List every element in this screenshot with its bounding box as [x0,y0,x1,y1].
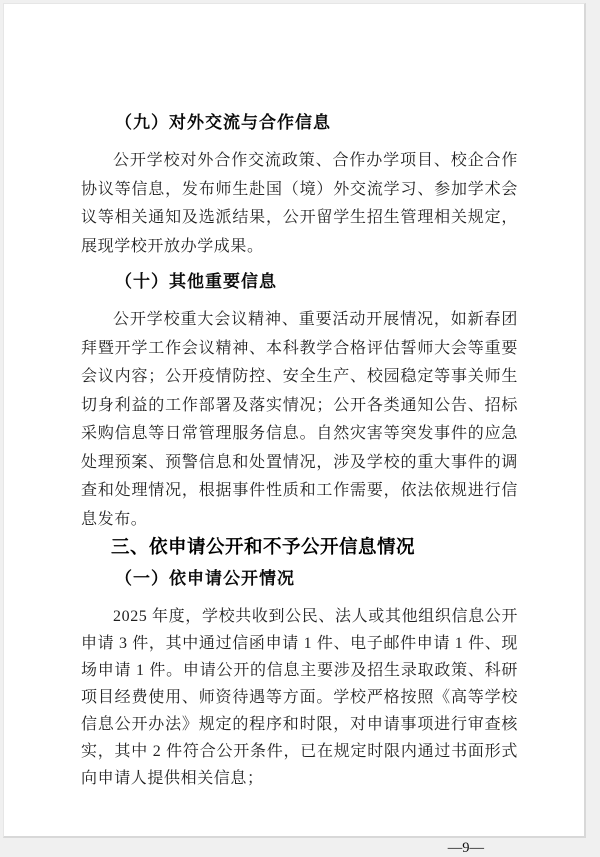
page-content [4,4,584,857]
paragraph-other-important-info: 公开学校重大会议精神、重要活动开展情况，如新春团拜暨开学工作会议精神、本科教学合格评估誓师大会等重要会议内容；公开疫情防控、安全生产、校园稳定等事关师生切身利益的工作部署及落实情况；公开各类通知公告、招标采购信息等日常管理服务信息。自然灾害等突发事件的应急处理预案、预警信息和处置情况，涉及学校的重大事件的调查和处理情况，根据事件性质和工作需要，依法依规进行信息发布。 [81,311,518,528]
heading-section-3: 三、依申请公开和不予公开信息情况 [111,536,416,557]
subheading-section-9: （九）对外交流与合作信息 [115,113,331,132]
subheading-section-10: （十）其他重要信息 [115,272,277,291]
page-number: —9— [447,840,484,856]
paragraph-external-exchange: 公开学校对外合作交流政策、合作办学项目、校企合作协议等信息，发布师生赴国（境）外交流学习、参加学术会议等相关通知及选派结果，公开留学生招生管理相关规定，展现学校开放办学成果。 [81,152,518,255]
subheading-disclosure-on-request: （一）依申请公开情况 [115,569,295,588]
document-page [3,3,586,856]
paragraph-request-statistics: 2025 年度，学校共收到公民、法人或其他组织信息公开申请 3 件，其中通过信函申请 1 件、电子邮件申请 1 件、现场申请 1 件。申请公开的信息主要涉及招生录取政策、科研项目经费使用、师资待遇等方面。学校严格按照《高等学校信息公开办法》规定的程序和时限，对申请事项进行审查核实，其中 2 件符合公开条件，已在规定时限内通过书面形式向申请人提供相关信息； [81,608,518,787]
